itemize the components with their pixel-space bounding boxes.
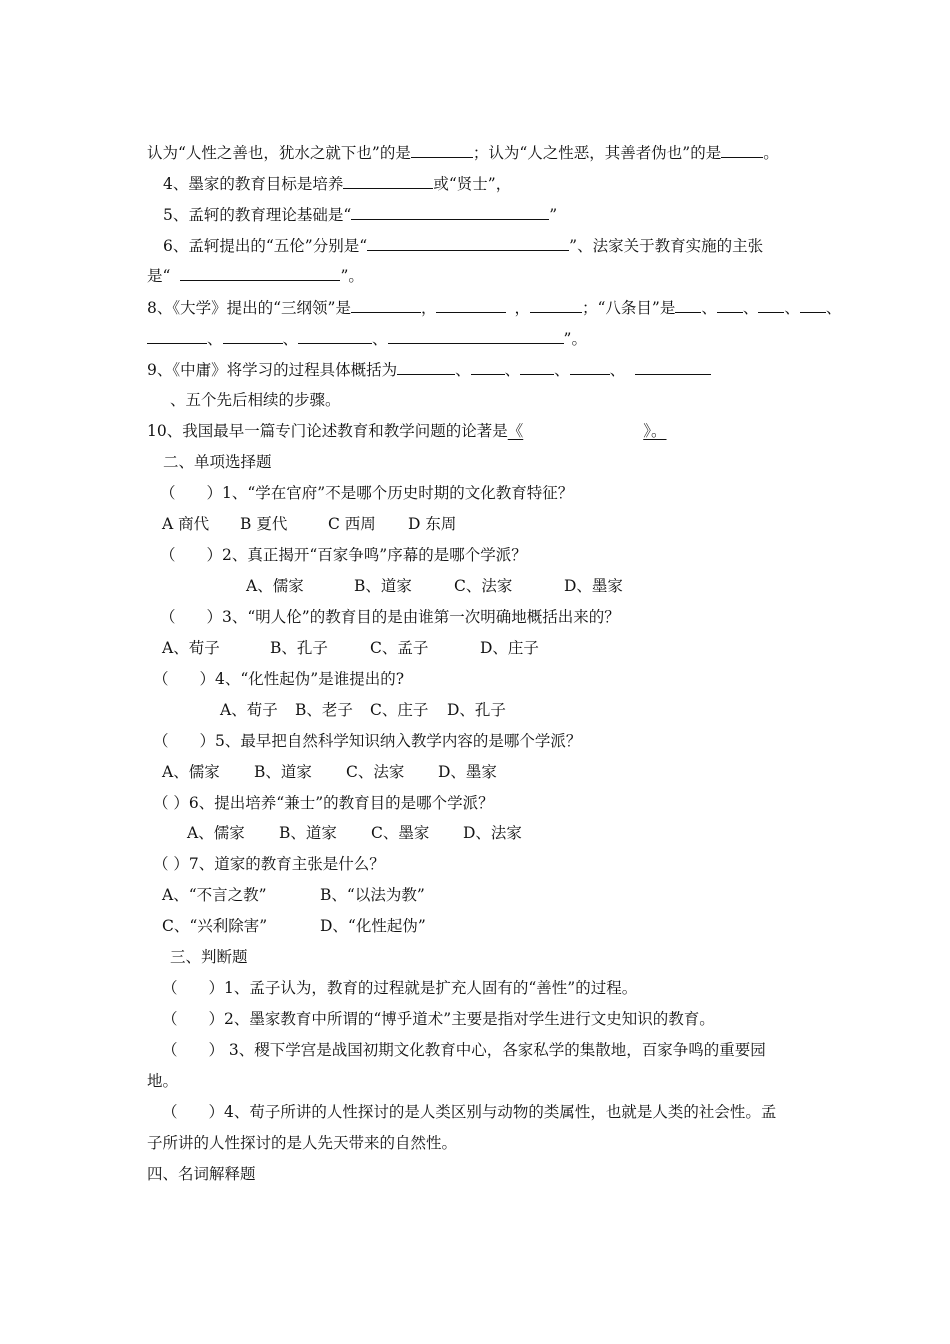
fill-text: 4、墨家的教育目标是培养: [163, 175, 344, 193]
option: D、墨家: [438, 763, 497, 781]
answer-blank: [411, 142, 473, 158]
answer-blank: [343, 173, 433, 189]
judgment-4-cont: 子所讲的人性探讨的是人先天带来的自然性。: [147, 1134, 458, 1152]
option: A、儒家: [187, 824, 245, 842]
option: D、孔子: [447, 701, 506, 719]
options-6: [187, 823, 522, 843]
answer-blank: [388, 328, 564, 344]
option: C、法家: [346, 763, 405, 781]
answer-blank: [635, 359, 711, 375]
fill-text: 、: [207, 330, 223, 348]
fill-text: ”: [549, 206, 558, 224]
answer-blank: [397, 359, 455, 375]
option: D 东周: [408, 515, 457, 533]
fill-text: 或“贤士”，: [433, 175, 512, 193]
option: A、儒家: [162, 763, 220, 781]
answer-blank: [351, 204, 549, 220]
fill-text: 。: [763, 144, 779, 162]
fill-line-9b: [170, 390, 341, 410]
fill-line-6b: [147, 265, 364, 286]
fill-line-6: [163, 235, 763, 256]
question-4: （ ）4、“化性起伪”是谁提出的?: [153, 670, 405, 688]
fill-text: 、: [825, 299, 842, 317]
option: C、孟子: [370, 639, 429, 657]
answer-blank: [570, 359, 610, 375]
question-1: （ ）1、“学在官府”不是哪个历史时期的文化教育特征？: [160, 484, 574, 502]
option: C、“兴利除害”: [162, 917, 268, 935]
fill-text: ”。: [563, 330, 587, 348]
option: D、墨家: [564, 577, 623, 595]
options-7a: [162, 885, 425, 905]
fill-text: 、: [372, 330, 388, 348]
answer-blank: [800, 297, 826, 313]
option: A、荀子: [162, 639, 220, 657]
fill-text: 、: [282, 330, 299, 348]
fill-text: 8、《大学》提出的“三纲领”是: [147, 299, 351, 317]
fill-line-9: [147, 359, 711, 380]
answer-blank: [436, 297, 506, 313]
option: B、道家: [354, 577, 412, 595]
options-2: [246, 576, 623, 596]
option: D、庄子: [480, 639, 539, 657]
option: D、法家: [463, 824, 522, 842]
options-1: [162, 514, 456, 534]
section-title-choice: 二、单项选择题: [163, 453, 272, 471]
answer-blank: [180, 265, 340, 281]
judgment-3: （ ） 3、稷下学宫是战国初期文化教育中心，各家私学的集散地，百家争鸣的重要园: [162, 1041, 766, 1059]
option: B 夏代: [240, 515, 288, 533]
answer-blank: [530, 297, 582, 313]
fill-line-4: [163, 173, 511, 194]
fill-text: ；认为“人之性恶，其善者伪也”的是: [472, 144, 722, 162]
fill-text: ”。: [340, 267, 364, 285]
answer-blank: [351, 297, 421, 313]
fill-text: 、: [784, 299, 800, 317]
fill-text: 认为“人性之善也，犹水之就下也”的是: [147, 144, 411, 162]
fill-line-10: [147, 421, 667, 441]
answer-blank: [721, 142, 763, 158]
fill-text: 、: [455, 361, 471, 379]
fill-text: ；“八条目”是: [582, 299, 676, 317]
section-title-judgment: 三、判断题: [170, 948, 248, 966]
option: A、荀子: [220, 701, 278, 719]
option: C 西周: [328, 515, 376, 533]
answer-blank: [675, 297, 701, 313]
fill-text: 10、我国最早一篇专门论述教育和教学问题的论著是: [147, 422, 508, 440]
options-7b: [162, 916, 426, 936]
option: C、法家: [454, 577, 513, 595]
option: B、孔子: [270, 639, 328, 657]
option: B、道家: [279, 824, 337, 842]
fill-text: 、五个先后相续的步骤。: [170, 391, 341, 409]
option: A、“不言之教”: [162, 886, 267, 904]
question-2: （ ）2、真正揭开“百家争鸣”序幕的是哪个学派？: [160, 546, 527, 564]
answer-blank: [520, 359, 554, 375]
fill-line-8: [147, 297, 841, 318]
judgment-2: （ ）2、墨家教育中所谓的“博乎道术”主要是指对学生进行文史知识的教育。: [162, 1010, 715, 1028]
answer-blank: [147, 328, 207, 344]
option: A、儒家: [246, 577, 304, 595]
option: C、墨家: [371, 824, 430, 842]
section-title-terms: 四、名词解释题: [147, 1165, 256, 1183]
fill-text: 9、《中庸》将学习的过程具体概括为: [147, 361, 398, 379]
answer-blank: [298, 328, 372, 344]
judgment-1: （ ）1、孟子认为，教育的过程就是扩充人固有的“善性”的过程。: [162, 979, 638, 997]
question-5: （ ）5、最早把自然科学知识纳入教学内容的是哪个学派？: [153, 732, 582, 750]
answer-blank: [758, 297, 784, 313]
question-7: （ ）7、道家的教育主张是什么？: [153, 855, 385, 873]
option: D、“化性起伪”: [320, 917, 426, 935]
fill-text: 6、孟轲提出的“五伦”分别是“: [163, 237, 368, 255]
fill-text: 、: [742, 299, 759, 317]
fill-line-1: [147, 142, 779, 163]
option: C、庄子: [370, 701, 429, 719]
answer-blank: [471, 359, 505, 375]
option: B、道家: [254, 763, 312, 781]
option: A 商代: [162, 515, 210, 533]
judgment-3-cont: 地。: [147, 1072, 179, 1090]
question-3: （ ）3、“明人伦”的教育目的是由谁第一次明确地概括出来的？: [160, 608, 620, 626]
answer-blank: [223, 328, 283, 344]
options-5: [162, 762, 497, 782]
options-3: [162, 638, 539, 658]
fill-text: 5、孟轲的教育理论基础是“: [163, 206, 352, 224]
option: B、“以法为教”: [320, 886, 425, 904]
fill-line-8b: [147, 328, 587, 349]
answer-blank: [717, 297, 743, 313]
judgment-4: （ ）4、荀子所讲的人性探讨的是人类区别与动物的类属性，也就是人类的社会性。孟: [162, 1103, 777, 1121]
fill-text: ，: [514, 299, 530, 317]
fill-text: ，: [420, 299, 437, 317]
fill-text: ”、法家关于教育实施的主张: [569, 237, 764, 255]
underlined-answer: 《 》。: [507, 422, 667, 440]
fill-text: 、: [609, 361, 626, 379]
options-4: [220, 700, 506, 720]
fill-text: 、: [701, 299, 717, 317]
fill-text: 、: [554, 361, 570, 379]
option: B、老子: [295, 701, 353, 719]
question-6: （ ）6、提出培养“兼士”的教育目的是哪个学派？: [153, 794, 494, 812]
fill-line-5: [163, 204, 557, 225]
fill-text: 是“: [147, 267, 171, 285]
fill-text: 、: [504, 361, 521, 379]
answer-blank: [367, 235, 569, 251]
